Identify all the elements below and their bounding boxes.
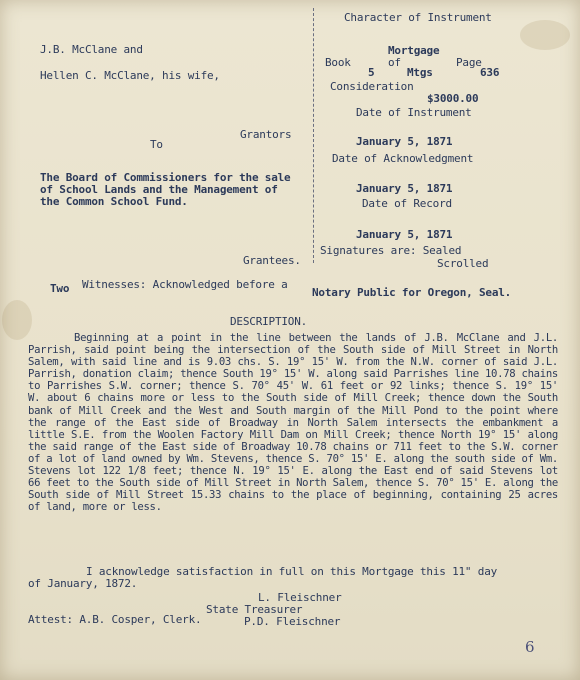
mortgage-label: Mortgage: [388, 44, 440, 57]
attest-line: Attest: A.B. Cosper, Clerk.: [28, 613, 202, 626]
description-heading: DESCRIPTION.: [230, 315, 308, 328]
grantee-line-3: the Common School Fund.: [40, 195, 188, 208]
date-ack-value: January 5, 1871: [356, 182, 453, 195]
per-signer: P.D. Fleischner: [244, 615, 341, 628]
date-record-value: January 5, 1871: [356, 228, 453, 241]
witness-text: Witnesses: Acknowledged before a: [82, 278, 288, 291]
book-label: Book: [325, 56, 351, 69]
to-label: To: [150, 138, 163, 151]
grantee-line-1: The Board of Commissioners for the sale: [40, 171, 291, 184]
character-title: Character of Instrument: [344, 11, 492, 24]
consideration-label: Consideration: [330, 80, 414, 93]
consideration-value: $3000.00: [427, 92, 479, 105]
date-instrument-value: January 5, 1871: [356, 135, 453, 148]
satisfaction-line-2: of January, 1872.: [28, 577, 138, 590]
book-value: 5: [368, 66, 375, 79]
column-divider: [313, 8, 314, 263]
date-record-label: Date of Record: [362, 197, 452, 210]
of-label: of: [388, 56, 401, 69]
page-number: 6: [525, 638, 535, 656]
date-instrument-label: Date of Instrument: [356, 106, 472, 119]
grantor-line-1: J.B. McClane and: [40, 43, 143, 56]
description-body: Beginning at a point in the line between the lands of J.B. McClane and J.L. Parrish, said point being the intersection of the South side of Mill Street in North Salem, with said line and is 9.03 chs. S. 19° 15' W. from the N.W. corner of said J.L. Parrish, donation claim; thence South 19° 15' W. along said Parrishes line 10.78 chains to Parrishes S.W. corner; thence S. 70° 45' W. 61 feet or 92 links; thence S. 19° 15' W. about 6 chains more or less to the South side of Mill Creek; thence down the South bank of Mill Creek and the West and South margin of the Mill Pond to the point where the range of the East side of Broadway in North Salem intersects the embankment a little S.E. from the Woolen Factory Mill Dam on Mill Creek; thence North 19° 15' along the said range of the East side of Broadway 10.78 chains or 711 feet to the S.W. corner of a lot of land owned by Wm. Stevens, thence S. 70° 15' E. along the south side of Wm. Stevens lot 122 1/8 feet; thence N. 19° 15' E. along the East end of said Stevens lot 66 feet to the South side of Mill Street in North Salem, thence S. 70° 15' E. along the South side of Mill Street 15.33 chains to the place of beginning, containing 25 acres of land, more or less.: [28, 332, 558, 514]
notary-text: Notary Public for Oregon, Seal.: [312, 286, 512, 299]
scrolled-label: Scrolled: [437, 257, 489, 270]
grantee-line-2: of School Lands and the Management of: [40, 183, 278, 196]
grantor-line-2: Hellen C. McClane, his wife,: [40, 69, 220, 82]
signer-title: State Treasurer: [206, 603, 303, 616]
signatures-label: Signatures are: Sealed: [320, 244, 462, 257]
date-ack-label: Date of Acknowledgment: [332, 152, 474, 165]
page-value: 636: [480, 66, 500, 79]
grantees-label: Grantees.: [243, 254, 301, 267]
satisfaction-line-1: I acknowledge satisfaction in full on this Mortgage this 11" day: [86, 565, 498, 578]
paper-stain: [520, 20, 570, 50]
witness-count: Two: [50, 282, 70, 295]
grantors-label: Grantors: [240, 128, 292, 141]
page-label: Page: [456, 56, 482, 69]
mtgs-label: Mtgs: [407, 66, 433, 79]
signer-name: L. Fleischner: [258, 591, 342, 604]
